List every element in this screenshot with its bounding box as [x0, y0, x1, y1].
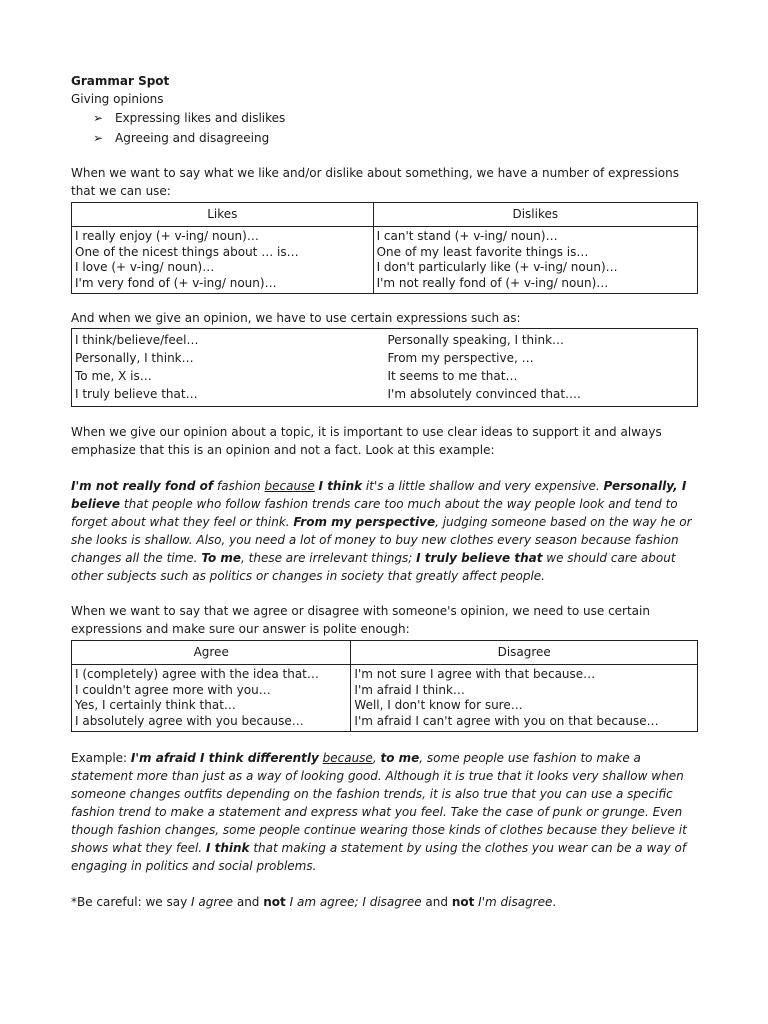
- opinion-left-cell: [72, 329, 385, 407]
- careful-note: *Be careful: we say I agree and not I am agree; I disagree and not I'm disagree.: [71, 895, 557, 909]
- page-subtitle: Giving opinions: [71, 92, 164, 106]
- list-item: ➢ Agreeing and disagreeing: [93, 128, 698, 148]
- agree-expression: Yes, I certainly think that…: [75, 698, 236, 712]
- likes-cell: [72, 227, 374, 294]
- disagree-cell: [351, 665, 698, 732]
- example-opinion-paragraph: I'm not really fond of fashion because I think it's a little shallow and very expensive. Personally, I believe that people who follow fashion trends care too much about the way people look and tend to forget about what they feel or think. From my perspective, judging someone based on the way he or she looks is shallow. Also, you need a lot of money to buy new clothes every season because fashion changes all the time. To me, these are irrelevant things; I truly believe that we should care about other subjects such as politics or changes in society that greatly affect people.: [71, 479, 692, 583]
- document-page: [71, 72, 698, 911]
- dislikes-expression: One of my least favorite things is…: [376, 244, 589, 259]
- opinion-expression: From my perspective, …: [387, 351, 534, 365]
- page-title: Grammar Spot: [71, 74, 170, 88]
- opinion-expression: Personally, I think…: [75, 351, 194, 365]
- agree-disagree-table: [71, 640, 698, 732]
- disagree-header: Disagree: [351, 641, 698, 665]
- opinion-expression: I truly believe that…: [75, 387, 198, 401]
- dislikes-expression: I can't stand (+ v-ing/ noun)…: [376, 229, 558, 243]
- opinion-expression: It seems to me that…: [387, 369, 518, 383]
- intro-agree-paragraph: When we want to say that we agree or disagree with someone's opinion, we need to use certain expressions and make sure our answer is polite enough:: [71, 604, 650, 636]
- agree-expression: I couldn't agree more with you…: [75, 682, 271, 697]
- arrow-bullet-icon: ➢: [93, 131, 104, 145]
- opinion-expressions-table: [71, 328, 698, 407]
- dislikes-cell: [373, 227, 697, 294]
- likes-dislikes-table: [71, 202, 698, 294]
- dislikes-header: Dislikes: [373, 203, 697, 227]
- intro-opinion-paragraph: And when we give an opinion, we have to use certain expressions such as:: [71, 311, 521, 325]
- disagree-expression: I'm afraid I think…: [354, 682, 465, 697]
- likes-expression: I'm very fond of (+ v-ing/ noun)…: [75, 275, 277, 290]
- opinion-expression: I think/believe/feel…: [75, 333, 199, 347]
- opinion-expression: Personally speaking, I think…: [387, 333, 565, 347]
- agree-cell: [72, 665, 351, 732]
- arrow-bullet-icon: ➢: [93, 111, 104, 125]
- dislikes-expression: I don't particularly like (+ v-ing/ noun)…: [376, 260, 618, 274]
- likes-expression: I really enjoy (+ v-ing/ noun)…: [75, 229, 259, 243]
- example-disagree-paragraph: Example: I'm afraid I think differently because, to me, some people use fashion to make a statement more than just as a way of looking good. Although it is true that it looks very shallow when someone changes outfits depending on the fashion trends, it is also true that you can use a specific fashion trend to make a statement and express what you feel. Take the case of punk or grunge. Even though fashion changes, some people continue wearing those kinds of clothes because they believe it shows what they feel. I think that making a statement by using the clothes you wear can be a way of engaging in politics and social problems.: [71, 751, 687, 873]
- agree-expression: I (completely) agree with the idea that…: [75, 667, 319, 681]
- disagree-expression: I'm not sure I agree with that because…: [354, 667, 596, 681]
- topic-list: [71, 108, 698, 148]
- disagree-expression: I'm afraid I can't agree with you on that because…: [354, 713, 659, 728]
- intro-support-paragraph: When we give our opinion about a topic, it is important to use clear ideas to support it and always emphasize that this is an opinion and not a fact. Look at this example:: [71, 425, 662, 457]
- opinion-right-cell: [385, 329, 698, 407]
- agree-header: Agree: [72, 641, 351, 665]
- opinion-expression: I'm absolutely convinced that….: [387, 387, 581, 401]
- intro-likes-paragraph: When we want to say what we like and/or dislike about something, we have a number of expressions that we can use:: [71, 166, 679, 198]
- agree-expression: I absolutely agree with you because…: [75, 713, 304, 728]
- likes-expression: One of the nicest things about … is…: [75, 244, 299, 259]
- likes-expression: I love (+ v-ing/ noun)…: [75, 260, 215, 274]
- disagree-expression: Well, I don't know for sure…: [354, 698, 523, 712]
- dislikes-expression: I'm not really fond of (+ v-ing/ noun)…: [376, 275, 609, 290]
- likes-header: Likes: [72, 203, 374, 227]
- list-item: ➢ Expressing likes and dislikes: [93, 108, 698, 128]
- opinion-expression: To me, X is…: [75, 369, 152, 383]
